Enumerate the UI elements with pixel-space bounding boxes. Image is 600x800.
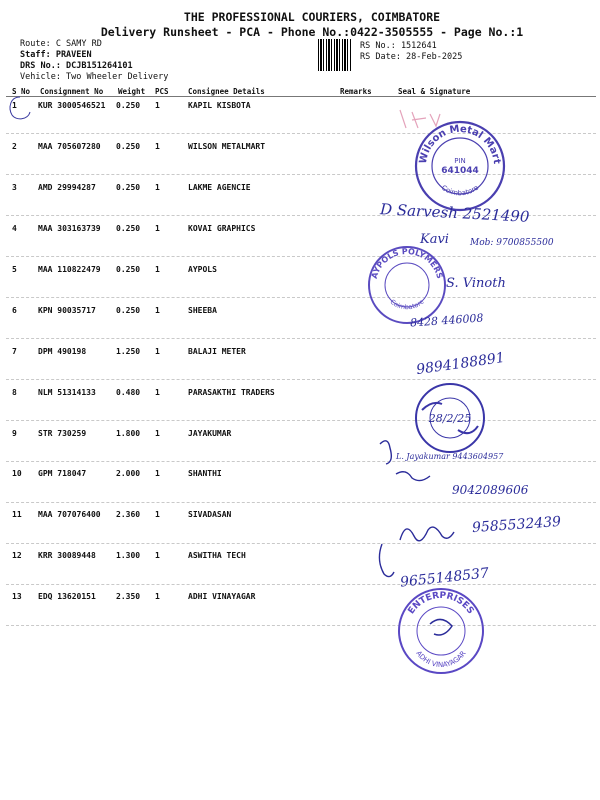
row-consignee: WILSON METALMART xyxy=(188,142,266,151)
row-weight: 0.480 xyxy=(116,388,141,397)
row-consignment: MAA 707076400 xyxy=(38,510,101,519)
adhi-stamp-top-text: ENTERPRISES xyxy=(406,590,476,617)
row-consignment: MAA 303163739 xyxy=(38,224,101,233)
barcode xyxy=(318,39,352,71)
row-consignment: KUR 3000546521 xyxy=(38,101,106,110)
row-pcs: 1 xyxy=(155,388,160,397)
row-pcs: 1 xyxy=(155,265,160,274)
row-consignee: BALAJI METER xyxy=(188,347,246,356)
row-consignee: JAYAKUMAR xyxy=(188,429,232,438)
wilson-stamp-city: Coimbatore xyxy=(439,183,481,198)
row-pcs: 1 xyxy=(155,551,160,560)
row-sno: 13 xyxy=(12,592,22,601)
row-pcs: 1 xyxy=(155,429,160,438)
row-weight: 1.250 xyxy=(116,347,141,356)
row-weight: 2.350 xyxy=(116,592,141,601)
handwritten-sig-row5: S. Vinoth xyxy=(446,276,506,291)
wilson-stamp-code: 641044 xyxy=(441,166,479,176)
svg-text:Coimbatore xyxy=(388,298,425,312)
row-consignment: NLM 51314133 xyxy=(38,388,96,397)
svg-text:ADHI VINAYAGAR xyxy=(414,649,467,669)
row-divider xyxy=(6,625,596,626)
row-consignment: STR 730259 xyxy=(38,429,87,438)
col-seal: Seal & Signature xyxy=(398,87,471,96)
table-row xyxy=(0,590,600,630)
row-consignment: DPM 490198 xyxy=(38,347,87,356)
row-consignment: MAA 110822479 xyxy=(38,265,101,274)
adhi-stamp-bottom-text: ADHI VINAYAGAR xyxy=(414,649,468,670)
svg-text:ENTERPRISES xyxy=(407,591,476,616)
row-divider xyxy=(6,338,596,339)
row-consignee: ADHI VINAYAGAR xyxy=(188,592,256,601)
row-sno: 11 xyxy=(12,510,22,519)
signature-scribble-row12 xyxy=(372,540,402,582)
row-pcs: 1 xyxy=(155,306,160,315)
row-consignee: PARASAKTHI TRADERS xyxy=(188,388,275,397)
circled-mark xyxy=(6,94,34,122)
row-sno: 9 xyxy=(12,429,17,438)
svg-text:Coimbatore xyxy=(440,184,480,198)
row-consignment: MAA 705607280 xyxy=(38,142,101,151)
row-pcs: 1 xyxy=(155,142,160,151)
row-divider xyxy=(6,543,596,544)
table-row xyxy=(0,549,600,589)
staff-label: Staff: PRAVEEN xyxy=(20,50,92,60)
aypols-stamp-top-text: AYPOLS POLYMERS xyxy=(369,246,445,280)
row-weight: 0.250 xyxy=(116,265,141,274)
rs-number: RS No.: 1512641 xyxy=(360,41,437,51)
row-pcs: 1 xyxy=(155,347,160,356)
date-stamp-date: 28/2/25 xyxy=(428,412,472,425)
adhi-vinayagar-stamp xyxy=(396,586,486,676)
row-weight: 0.250 xyxy=(116,183,141,192)
handwritten-phone-row10: 9042089606 xyxy=(452,483,529,497)
row-sno: 6 xyxy=(12,306,17,315)
row-consignment: KPN 90035717 xyxy=(38,306,96,315)
col-remarks: Remarks xyxy=(340,87,372,96)
row-consignment: EDQ 13620151 xyxy=(38,592,96,601)
runsheet-subtitle: Delivery Runsheet - PCA - Phone No.:0422-3505555 - Page No.:1 xyxy=(100,25,524,39)
company-title: THE PROFESSIONAL COURIERS, COIMBATORE xyxy=(183,10,441,24)
row-pcs: 1 xyxy=(155,592,160,601)
row-consignment: GPM 718047 xyxy=(38,469,87,478)
row-weight: 0.250 xyxy=(116,306,141,315)
row-sno: 1 xyxy=(12,101,17,110)
row-consignee: LAKME AGENCIE xyxy=(188,183,251,192)
signature-scribble-row10 xyxy=(376,434,436,494)
handwritten-phone-row7: 9894188891 xyxy=(415,349,506,379)
row-weight: 0.250 xyxy=(116,142,141,151)
rs-date: RS Date: 28-Feb-2025 xyxy=(360,52,463,62)
row-weight: 0.250 xyxy=(116,101,141,110)
row-sno: 4 xyxy=(12,224,17,233)
handwritten-sig-row3: D Sarvesh 2521490 xyxy=(379,200,530,226)
row-pcs: 1 xyxy=(155,510,160,519)
row-consignee: KOVAI GRAPHICS xyxy=(188,224,256,233)
handwritten-sig-row9: L. Jayakumar 9443604957 xyxy=(396,452,504,461)
col-consignment: Consignment No xyxy=(40,87,104,96)
row-divider xyxy=(6,420,596,421)
row-divider xyxy=(6,379,596,380)
wilson-stamp-pin: PIN xyxy=(454,157,466,165)
row-consignee: ASWITHA TECH xyxy=(188,551,246,560)
row-weight: 2.000 xyxy=(116,469,141,478)
handwritten-sig-row4: Kavi xyxy=(420,232,449,247)
row-weight: 0.250 xyxy=(116,224,141,233)
wilson-stamp-top-text: Wilson Metal Mart xyxy=(417,123,502,165)
row-sno: 5 xyxy=(12,265,17,274)
header-rule xyxy=(6,96,596,97)
col-weight: Weight xyxy=(118,87,146,96)
signature-scribble-row11 xyxy=(396,512,456,552)
row-sno: 8 xyxy=(12,388,17,397)
row-consignee: SHANTHI xyxy=(188,469,222,478)
handwritten-phone-row6: 8428 446008 xyxy=(409,311,484,330)
route-label: Route: C SAMY RD xyxy=(20,39,102,49)
row-consignee: SHEEBA xyxy=(188,306,217,315)
row-divider xyxy=(6,584,596,585)
row-pcs: 1 xyxy=(155,101,160,110)
row-sno: 10 xyxy=(12,469,22,478)
row-pcs: 1 xyxy=(155,224,160,233)
row-consignment: AMD 29994287 xyxy=(38,183,96,192)
wilson-stamp xyxy=(412,118,508,214)
row-sno: 2 xyxy=(12,142,17,151)
row-sno: 7 xyxy=(12,347,17,356)
row-consignment: KRR 30089448 xyxy=(38,551,96,560)
row-consignee: KAPIL KISBOTA xyxy=(188,101,251,110)
vehicle-label: Vehicle: Two Wheeler Delivery xyxy=(20,72,169,82)
row-divider xyxy=(6,502,596,503)
row-pcs: 1 xyxy=(155,183,160,192)
row-pcs: 1 xyxy=(155,469,160,478)
row-sno: 12 xyxy=(12,551,22,560)
row-weight: 1.300 xyxy=(116,551,141,560)
row-divider xyxy=(6,256,596,257)
aypols-stamp-city: Coimbatore xyxy=(388,297,426,312)
col-pcs: PCS xyxy=(155,87,169,96)
row-weight: 2.360 xyxy=(116,510,141,519)
col-sno: S No xyxy=(12,87,31,96)
row-consignee: SIVADASAN xyxy=(188,510,232,519)
drs-number: DRS No.: DCJB151264101 xyxy=(20,61,133,71)
handwritten-phone-row11: 9585532439 xyxy=(471,513,562,537)
col-consignee: Consignee Details xyxy=(188,87,265,96)
row-consignee: AYPOLS xyxy=(188,265,217,274)
row-weight: 1.800 xyxy=(116,429,141,438)
handwritten-phone-row12: 9655148537 xyxy=(399,565,490,591)
handwritten-mobile-row4: Mob: 9700855500 xyxy=(470,238,554,248)
row-sno: 3 xyxy=(12,183,17,192)
row-divider xyxy=(6,297,596,298)
row-divider xyxy=(6,461,596,462)
